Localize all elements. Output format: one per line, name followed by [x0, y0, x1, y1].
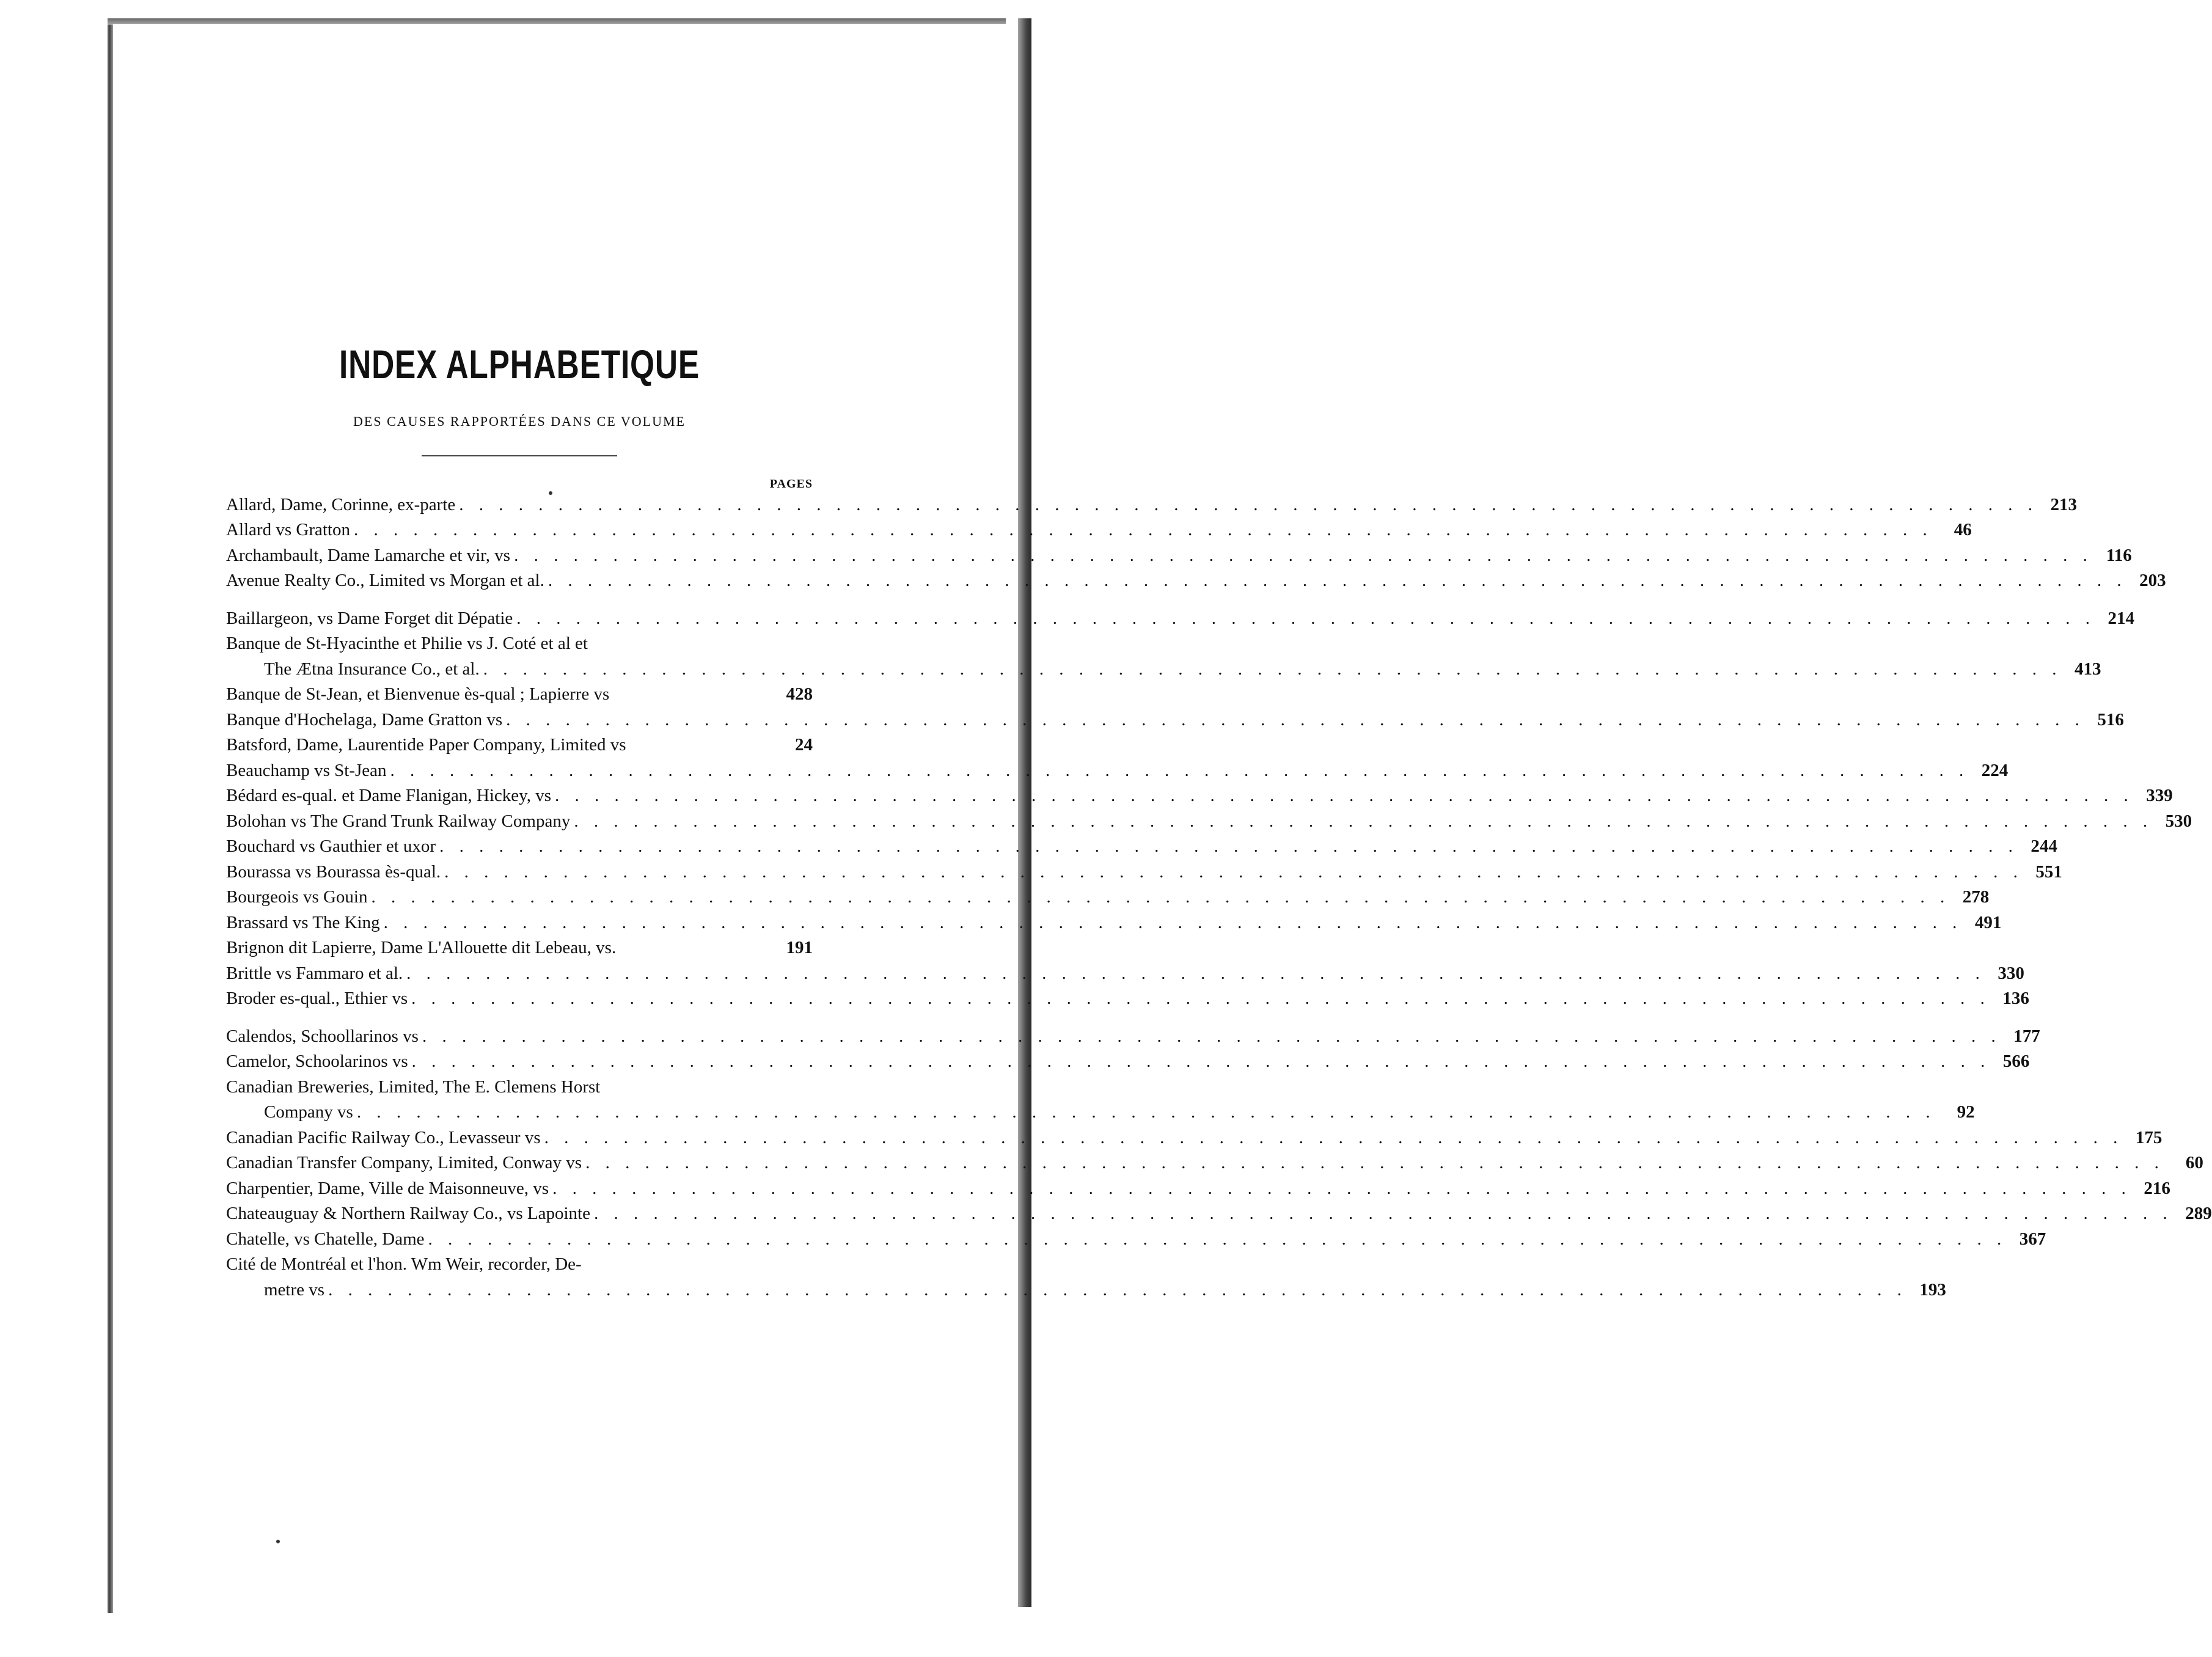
- dot-leader: . . . . . . . . . . . . . . . . . . . . . . . . . . . . . . . . . . . . . . . . . . . . . . . . . . . . . . . . . . . . . . . . . . . . . . . . . . . . . . . .: [459, 494, 2038, 514]
- dot-leader: . . . . . . . . . . . . . . . . . . . . . . . . . . . . . . . . . . . . . . . . . . . . . . . . . . . . . . . . . . . . . . . . . . . . . . . . . . . . . . . .: [552, 1178, 2131, 1198]
- entry-text: Canadian Transfer Company, Limited, Conway vs: [226, 1153, 582, 1173]
- index-entry: [226, 1125, 2163, 1151]
- entry-text: Cité de Montréal et l'hon. Wm Weir, recorder, De-: [226, 1254, 582, 1275]
- entry-text: Company vs: [264, 1102, 353, 1122]
- entry-page-number: 177: [2013, 1026, 2040, 1046]
- dot-leader: . . . . . . . . . . . . . . . . . . . . . . . . . . . . . . . . . . . . . . . . . . . . . . . . . . . . . . . . . . . . . . . . . . . . . . . . . . . . . . . .: [514, 545, 2093, 565]
- entry-text: Beauchamp vs St-Jean: [226, 760, 387, 780]
- entry-page-number: 278: [1962, 887, 1990, 907]
- entry-page-number: 339: [2146, 786, 2173, 806]
- entry-page-number: 413: [2074, 659, 2101, 679]
- dot-leader: . . . . . . . . . . . . . . . . . . . . . . . . . . . . . . . . . . . . . . . . . . . . . . . . . . . . . . . . . . . . . . . . . . . . . . . . . . . . . . . .: [353, 520, 1933, 540]
- page-title: INDEX ALPHABETIQUE: [339, 342, 700, 387]
- entry-page-number: 367: [2019, 1229, 2046, 1249]
- index-entry: [226, 885, 1990, 910]
- entry-text: Bourassa vs Bourassa ès-qual.: [226, 861, 441, 882]
- index-entry: [226, 708, 2124, 733]
- index-entry: [226, 758, 2009, 784]
- index-entry: [226, 1024, 2040, 1050]
- entry-page-number: 491: [1974, 912, 2002, 932]
- entry-text: Batsford, Dame, Laurentide Paper Company, Limited vs: [226, 735, 626, 755]
- dot-leader: . . . . . . . . . . . . . . . . . . . . . . . . . . . . . . . . . . . . . . . . . . . . . . . . . . . . . . . . . . . . . . . . . . . . . . . . . . . . . . . .: [428, 1229, 2007, 1249]
- index-entry: [226, 568, 2166, 594]
- entry-page-number: 203: [2139, 571, 2166, 591]
- entry-text: Brassard vs The King: [226, 912, 380, 932]
- dot-leader: . . . . . . . . . . . . . . . . . . . . . . . . . . . . . . . . . . . . . . . . . . . . . . . . . . . . . . . . . . . . . . . . . . . . . . . . . . . . . . . .: [422, 1026, 2001, 1046]
- index-entry: [226, 783, 2173, 809]
- dot-leader: . . . . . . . . . . . . . . . . . . . . . . . . . . . . . . . . . . . . . . . . . . . . . . . . . . . . . . . . . . . . . . . . . . . . . . . . . . . . . . . .: [516, 608, 2096, 628]
- dot-leader: . . . . . . . . . . . . . . . . . . . . . . . . . . . . . . . . . . . . . . . . . . . . . . . . . . . . . . . . . . . . . . . . . . . . . . . . . . . . . . . .: [506, 709, 2085, 730]
- dot-leader: . . . . . . . . . . . . . . . . . . . . . . . . . . . . . . . . . . . . . . . . . . . . . . . . . . . . . . . . . . . . . . . . . . . . . . . . . . . . . . . .: [585, 1153, 2164, 1173]
- entry-text: Chateauguay & Northern Railway Co., vs Lapointe: [226, 1204, 590, 1224]
- entry-page-number: 92: [1957, 1102, 1975, 1122]
- index-entry: [226, 518, 1972, 543]
- index-entry: [226, 1100, 1975, 1125]
- dot-leader: . . . . . . . . . . . . . . . . . . . . . . . . . . . . . . . . . . . . . . . . . . . . . . . . . . . . . . . . . . . . . . . . . . . . . . . . . . . . . . . .: [544, 1127, 2123, 1147]
- index-entry: [226, 631, 813, 657]
- entry-text: Banque de St-Jean, et Bienvenue ès-qual ; Lapierre vs: [226, 684, 610, 704]
- entry-text: Charpentier, Dame, Ville de Maisonneuve, vs: [226, 1178, 549, 1198]
- index-entry: [226, 809, 2192, 835]
- index-entry: [226, 1049, 2030, 1075]
- dot-leader: . . . . . . . . . . . . . . . . . . . . . . . . . . . . . . . . . . . . . . . . . . . . . . . . . . . . . . . . . . . . . . . . . . . . . . . . . . . . . . . .: [411, 1052, 1991, 1072]
- entry-text: Banque d'Hochelaga, Dame Gratton vs: [226, 709, 503, 730]
- index-entry: [226, 1201, 2212, 1227]
- entry-page-number: 566: [2002, 1052, 2030, 1072]
- entry-text: Canadian Breweries, Limited, The E. Clemens Horst: [226, 1077, 601, 1097]
- entry-text: Canadian Pacific Railway Co., Levasseur vs: [226, 1127, 541, 1147]
- entry-text: Banque de St-Hyacinthe et Philie vs J. Coté et al et: [226, 634, 588, 654]
- scan-speck: [549, 491, 552, 495]
- entry-page-number: 24: [795, 735, 813, 755]
- index-entry: [226, 1227, 2046, 1253]
- dot-leader: . . . . . . . . . . . . . . . . . . . . . . . . . . . . . . . . . . . . . . . . . . . . . . . . . . . . . . . . . . . . . . . . . . . . . . . . . . . . . . . .: [371, 887, 1950, 907]
- entry-text: Bourgeois vs Gouin: [226, 887, 368, 907]
- entry-page-number: 60: [2185, 1153, 2203, 1173]
- page-subtitle: DES CAUSES RAPPORTÉES DANS CE VOLUME: [353, 413, 686, 429]
- entry-text: Calendos, Schoollarinos vs: [226, 1026, 419, 1046]
- index-entry: [226, 986, 2029, 1012]
- dot-leader: . . . . . . . . . . . . . . . . . . . . . . . . . . . . . . . . . . . . . . . . . . . . . . . . . . . . . . . . . . . . . . . . . . . . . . . . . . . . . . . .: [406, 963, 1985, 983]
- entry-page-number: 244: [2031, 836, 2057, 857]
- index-entry: [226, 910, 2002, 936]
- entry-text: Allard, Dame, Corinne, ex-parte: [226, 494, 456, 514]
- entry-text: Baillargeon, vs Dame Forget dit Dépatie: [226, 608, 513, 628]
- pages-column-heading: PAGES: [769, 477, 813, 491]
- dot-leader: . . . . . . . . . . . . . . . . . . . . . . . . . . . . . . . . . . . . . . . . . . . . . . . . . . . . . . . . . . . . . . . . . . . . . . . . . . . . . . . .: [411, 989, 1990, 1009]
- entry-page-number: 175: [2135, 1127, 2163, 1147]
- entry-page-number: 516: [2097, 709, 2124, 730]
- entry-page-number: 330: [1998, 963, 2024, 983]
- index-page: [226, 342, 2212, 1303]
- title-divider: [422, 455, 617, 456]
- dot-leader: . . . . . . . . . . . . . . . . . . . . . . . . . . . . . . . . . . . . . . . . . . . . . . . . . . . . . . . . . . . . . . . . . . . . . . . . . . . . . . . .: [574, 811, 2153, 831]
- dot-leader: . . . . . . . . . . . . . . . . . . . . . . . . . . . . . . . . . . . . . . . . . . . . . . . . . . . . . . . . . . . . . . . . . . . . . . . . . . . . . . . .: [444, 861, 2023, 882]
- index-entry: [226, 682, 813, 708]
- entry-page-number: 46: [1954, 520, 1972, 540]
- entry-page-number: 191: [786, 938, 813, 958]
- entry-page-number: 216: [2144, 1178, 2170, 1198]
- dot-leader: . . . . . . . . . . . . . . . . . . . . . . . . . . . . . . . . . . . . . . . . . . . . . . . . . . . . . . . . . . . . . . . . . . . . . . . . . . . . . . . .: [555, 786, 2134, 806]
- index-entry: [226, 492, 2077, 518]
- entry-text: Camelor, Schoolarinos vs: [226, 1052, 408, 1072]
- entry-page-number: 530: [2165, 811, 2192, 831]
- entry-page-number: 116: [2106, 545, 2132, 565]
- scan-speck: [276, 1540, 280, 1543]
- scan-edge-left: [108, 24, 113, 1613]
- index-entry: [226, 1278, 1946, 1303]
- dot-leader: . . . . . . . . . . . . . . . . . . . . . . . . . . . . . . . . . . . . . . . . . . . . . . . . . . . . . . . . . . . . . . . . . . . . . . . . . . . . . . . .: [383, 912, 1963, 932]
- entry-page-number: 224: [1981, 760, 2009, 780]
- index-entry: [226, 1075, 813, 1100]
- entry-text: Brittle vs Fammaro et al.: [226, 963, 403, 983]
- entry-page-number: 136: [2002, 989, 2029, 1009]
- index-entry: [226, 1150, 2203, 1176]
- dot-leader: . . . . . . . . . . . . . . . . . . . . . . . . . . . . . . . . . . . . . . . . . . . . . . . . . . . . . . . . . . . . . . . . . . . . . . . . . . . . . . . .: [548, 571, 2127, 591]
- entry-text: Archambault, Dame Lamarche et vir, vs: [226, 545, 511, 565]
- entry-text: Bolohan vs The Grand Trunk Railway Company: [226, 811, 571, 831]
- index-entry: [226, 543, 2132, 569]
- entry-text: metre vs: [264, 1279, 325, 1300]
- dot-leader: . . . . . . . . . . . . . . . . . . . . . . . . . . . . . . . . . . . . . . . . . . . . . . . . . . . . . . . . . . . . . . . . . . . . . . . . . . . . . . . .: [593, 1204, 2173, 1224]
- dot-leader: . . . . . . . . . . . . . . . . . . . . . . . . . . . . . . . . . . . . . . . . . . . . . . . . . . . . . . . . . . . . . . . . . . . . . . . . . . . . . . . .: [356, 1102, 1936, 1122]
- index-entry: [226, 606, 2135, 632]
- entry-page-number: 214: [2108, 608, 2135, 628]
- group-spacer: [226, 594, 813, 606]
- entry-text: Avenue Realty Co., Limited vs Morgan et al.: [226, 571, 544, 591]
- index-entries: [226, 492, 2212, 1303]
- dot-leader: . . . . . . . . . . . . . . . . . . . . . . . . . . . . . . . . . . . . . . . . . . . . . . . . . . . . . . . . . . . . . . . . . . . . . . . . . . . . . . . .: [390, 760, 1969, 780]
- entry-page-number: 551: [2035, 861, 2062, 882]
- entry-text: Chatelle, vs Chatelle, Dame: [226, 1229, 425, 1249]
- index-entry: [226, 1252, 813, 1278]
- entry-page-number: 289: [2185, 1204, 2212, 1224]
- entry-text: Broder es-qual., Ethier vs: [226, 989, 408, 1009]
- entry-text: The Ætna Insurance Co., et al.: [264, 659, 480, 679]
- index-entry: [226, 935, 813, 961]
- entry-text: Brignon dit Lapierre, Dame L'Allouette dit Lebeau, vs.: [226, 938, 617, 958]
- index-entry: [226, 860, 2062, 885]
- index-entry: [226, 961, 2024, 987]
- dot-leader: . . . . . . . . . . . . . . . . . . . . . . . . . . . . . . . . . . . . . . . . . . . . . . . . . . . . . . . . . . . . . . . . . . . . . . . . . . . . . . . .: [328, 1279, 1907, 1300]
- entry-page-number: 193: [1919, 1279, 1946, 1300]
- group-spacer: [226, 1012, 813, 1024]
- index-entry: [226, 834, 2057, 860]
- entry-page-number: 213: [2050, 494, 2077, 514]
- dot-leader: . . . . . . . . . . . . . . . . . . . . . . . . . . . . . . . . . . . . . . . . . . . . . . . . . . . . . . . . . . . . . . . . . . . . . . . . . . . . . . . .: [483, 659, 2062, 679]
- scan-edge-top: [108, 18, 1006, 24]
- index-entry: [226, 1176, 2170, 1202]
- entry-text: Bédard es-qual. et Dame Flanigan, Hickey, vs: [226, 786, 552, 806]
- entry-text: Allard vs Gratton: [226, 520, 350, 540]
- entry-page-number: 428: [786, 684, 813, 704]
- index-entry: [226, 733, 813, 758]
- index-entry: [226, 657, 2101, 682]
- entry-text: Bouchard vs Gauthier et uxor: [226, 836, 436, 857]
- dot-leader: . . . . . . . . . . . . . . . . . . . . . . . . . . . . . . . . . . . . . . . . . . . . . . . . . . . . . . . . . . . . . . . . . . . . . . . . . . . . . . . .: [439, 836, 2018, 857]
